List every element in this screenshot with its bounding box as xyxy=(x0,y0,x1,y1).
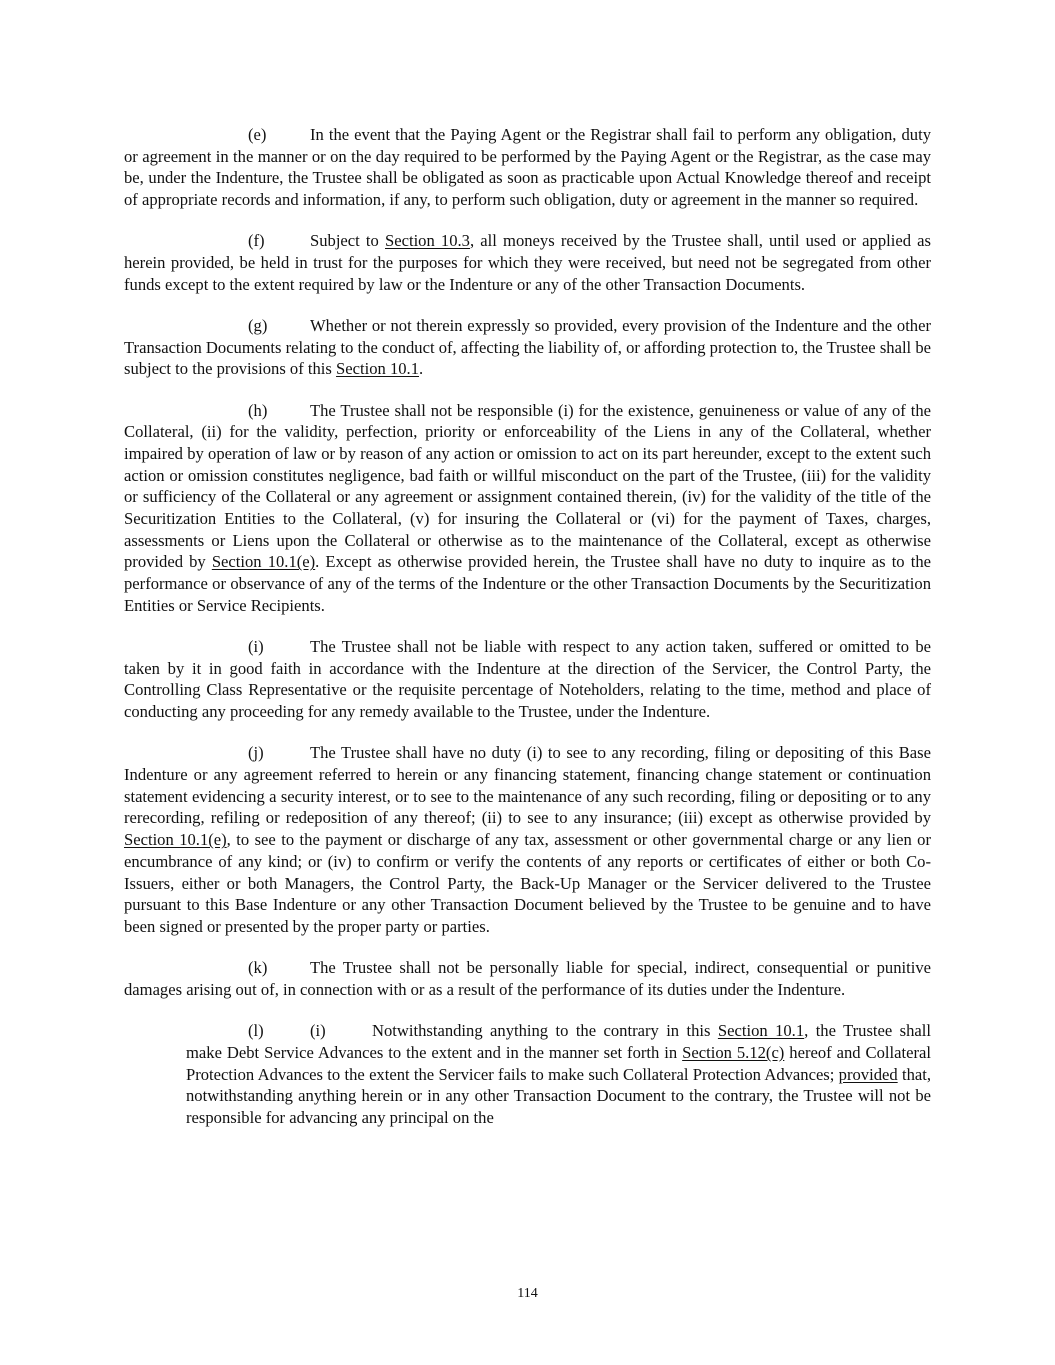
page-number: 114 xyxy=(517,1286,538,1301)
paragraph-text: The Trustee shall not be personally liable for special, indirect, consequential or punitive damages arising out of, in connection with or as a result of the performance of its duties under the Indenture. xyxy=(124,958,931,999)
paragraph-text: , all moneys received by the Trustee shall, until used or applied as herein provided, be held in trust for the purposes for which they were received, but need not be segregated from other funds except to the extent required by law or the Indenture or any of the other Transaction Documents. xyxy=(124,231,931,294)
section-reference: Section 10.1(e) xyxy=(211,552,316,572)
paragraph-k xyxy=(124,957,931,1000)
paragraph-f xyxy=(124,230,931,295)
paragraph-e xyxy=(124,124,931,211)
paragraph-text: . Except as otherwise provided herein, the Trustee shall have no duty to inquire as to the performance or observance of any of the terms of the Indenture or the other Transaction Documents by the Securitization Entities or Service Recipients. xyxy=(124,552,931,615)
paragraph-label: (l) xyxy=(248,1021,264,1041)
paragraph-i xyxy=(124,636,931,723)
paragraph-h xyxy=(124,400,931,617)
paragraph-text: Whether or not therein expressly so provided, every provision of the Indenture and the other Transaction Documents relating to the conduct of, affecting the liability of, or affording protection to, the Trustee shall be subject to the provisions of this xyxy=(124,315,931,379)
paragraph-label: (g) xyxy=(248,315,268,335)
paragraph-label: (k) xyxy=(248,958,268,978)
paragraph-text: Subject to xyxy=(310,231,385,251)
paragraph-text: In the event that the Paying Agent or the Registrar shall fail to perform any obligation, duty or agreement in the manner or on the day required to be performed by the Paying Agent or the Registrar, as the case may be, under the Indenture, the Trustee shall be obligated as soon as practicable upon Actual Knowledge thereof and receipt of appropriate records and information, if any, to perform such obligation, duty or agreement in the manner so required. xyxy=(124,125,931,210)
paragraph-g xyxy=(124,315,931,380)
paragraph-j xyxy=(124,742,931,937)
section-reference: Section 10.1 xyxy=(336,359,419,379)
paragraph-text: . xyxy=(419,359,424,379)
section-reference: Section 10.1(e) xyxy=(124,830,227,850)
paragraph-label: (e) xyxy=(248,125,267,144)
subparagraph-label: (i) xyxy=(310,1021,326,1041)
defined-term-provided: provided xyxy=(838,1064,898,1084)
document-page xyxy=(124,124,931,1148)
paragraph-label: (i) xyxy=(248,637,264,657)
paragraph-text: , the Trustee shall make Debt Service Advances to the extent and in the manner set forth in xyxy=(186,1021,932,1062)
paragraph-label: (j) xyxy=(248,743,264,763)
paragraph-text: The Trustee shall not be liable with respect to any action taken, suffered or omitted to be taken by it in good faith in accordance with the Indenture at the direction of the Servicer, the Control Party, the Controlling Class Representative or the requisite percentage of Noteholders, relating to the time, method and place of conducting any proceeding for any remedy available to the Trustee, under the Indenture. xyxy=(124,637,931,722)
paragraph-label: (h) xyxy=(248,400,268,420)
section-reference: Section 10.3 xyxy=(385,231,470,251)
paragraph-text: Notwithstanding anything to the contrary in this xyxy=(372,1021,718,1041)
paragraph-text: , to see to the payment or discharge of any tax, assessment or other governmental charge or any lien or encumbrance of any kind; or (iv) to confirm or verify the contents of any reports or certificates of either or both Co-Issuers, either or both Managers, the Control Party, the Back-Up Manager or the Servicer delivered to the Trustee pursuant to this Base Indenture or any other Transaction Document believed by the Trustee to be genuine and to have been signed or presented by the proper party or parties. xyxy=(124,830,931,936)
paragraph-text: that, notwithstanding anything herein or in any other Transaction Document to the contrary, the Trustee will not be responsible for advancing any principal on the xyxy=(186,1064,931,1127)
paragraph-text: hereof and Collateral Protection Advances to the extent the Servicer fails to make such Collateral Protection Advances; xyxy=(186,1042,931,1084)
paragraph-text: The Trustee shall not be responsible (i) for the existence, genuineness or value of any of the Collateral, (ii) for the validity, perfection, priority or enforceability of the Liens in any of the Collateral, whether impaired by operation of law or by reason of any action or omission to act on its part hereunder, except to the extent such action or omission constitutes negligence, bad faith or willful misconduct on the part of the Trustee, (iii) for the validity or sufficiency of the Collateral or any agreement or assignment contained therein, (iv) for the validity of the title of the Securitization Entities to the Collateral, (v) for insuring the Collateral or (vi) for the payment of Taxes, charges, assessments or Liens upon the Collateral or otherwise as to the maintenance of the Collateral, except as otherwise provided by xyxy=(124,400,931,572)
paragraph-label: (f) xyxy=(248,231,265,251)
paragraph-text: The Trustee shall have no duty (i) to see to any recording, filing or depositing of this Base Indenture or any agreement referred to herein or any financing statement, financing change statement or continuation statement evidencing a security interest, or to see to the maintenance of any such recording, filing or depositing or to any rerecording, refiling or redeposition of any thereof; (ii) to see to any insurance; (iii) except as otherwise provided by xyxy=(124,743,931,828)
section-reference: Section 5.12(c) xyxy=(682,1042,785,1062)
paragraph-l xyxy=(186,1020,931,1129)
section-reference: Section 10.1 xyxy=(717,1021,805,1041)
